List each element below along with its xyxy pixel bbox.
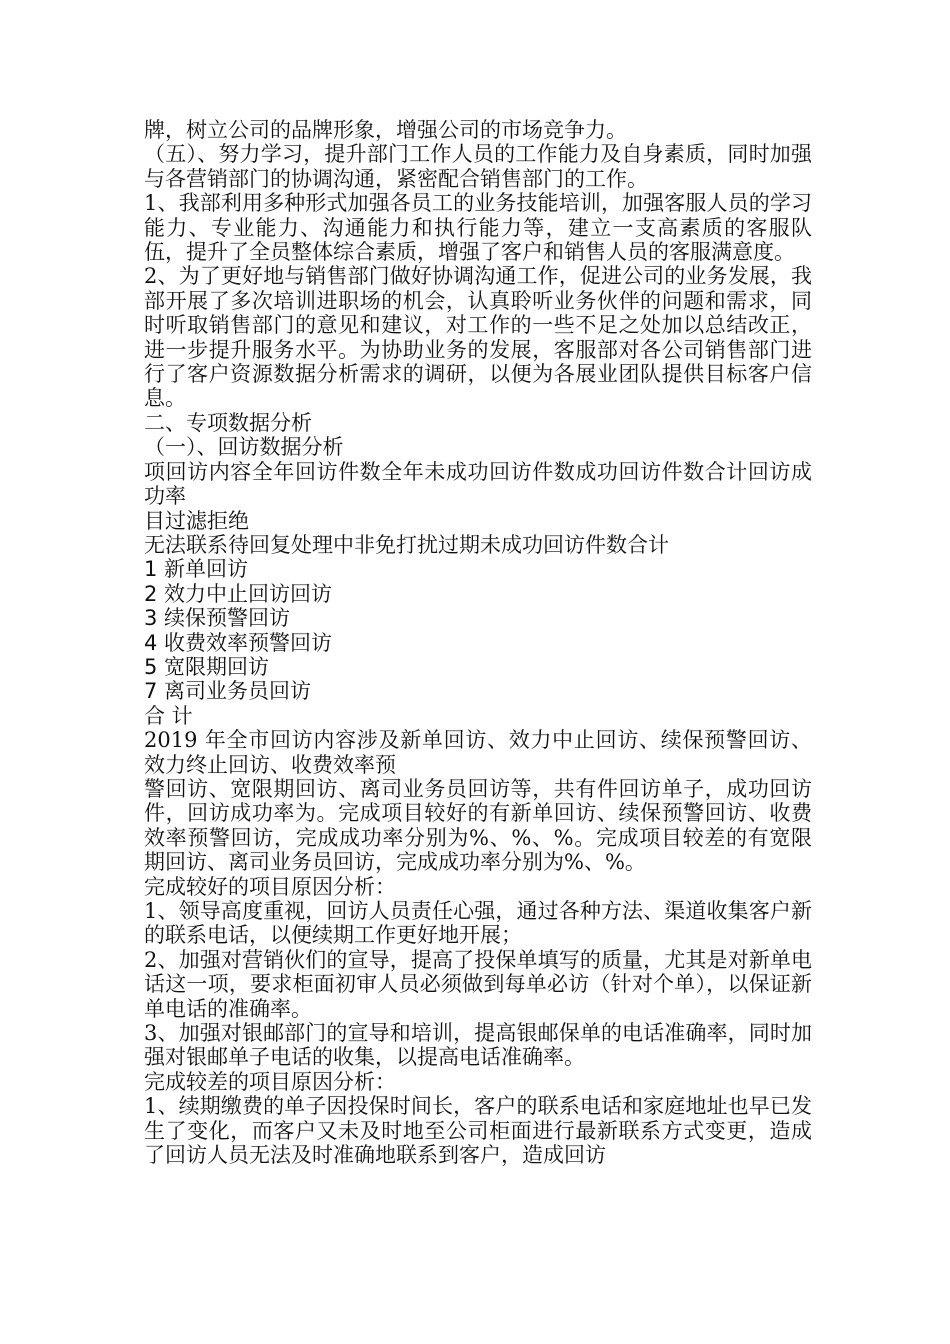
- table-row-fee-efficiency: 4 收费效率预警回访: [144, 630, 333, 655]
- table-row-renewal-warning: 3 续保预警回访: [144, 606, 291, 631]
- heading-poor-reasons: 完成较差的项目原因分析：: [144, 1069, 396, 1094]
- heading-special-data-analysis: 二、专项数据分析: [144, 410, 312, 435]
- paragraph-poor-reason-1: 1、续期缴费的单子因投保时间长，客户的联系电话和家庭地址也早已发生了变化，而客户又未及时地至公司柜面进行最新联系方式变更，造成了回访人员无法及时准确地联系到客户，造成回访: [144, 1094, 812, 1168]
- paragraph-2019-summary: 2019 年全市回访内容涉及新单回访、效力中止回访、续保预警回访、效力终止回访、收费效率预: [144, 728, 812, 777]
- paragraph-training: 1、我部利用多种形式加强各员工的业务技能培训，加强客服人员的学习能力、专业能力、沟通能力和执行能力等，建立一支高素质的客服队伍，提升了全员整体综合素质，增强了客户和销售人员的客服满意度。: [144, 191, 812, 265]
- table-row-total: 合 计: [144, 703, 193, 728]
- table-row-departed-agent: 7 离司业务员回访: [144, 679, 312, 704]
- document-page: [144, 118, 812, 1167]
- table-row-suspension: 2 效力中止回访回访: [144, 581, 333, 606]
- paragraph-coordination: 2、为了更好地与销售部门做好协调沟通工作，促进公司的业务发展，我部开展了多次培训进职场的机会，认真聆听业务伙伴的问题和需求，同时听取销售部门的意见和建议，对工作的一些不足之处加以总结改正，进一步提升服务水平。为协助业务的发展，客服部对各公司销售部门进行了客户资源数据分析需求的调研，以便为各展业团队提供目标客户信息。: [144, 264, 812, 411]
- paragraph-good-reason-1: 1、领导高度重视，回访人员责任心强，通过各种方法、渠道收集客户新的联系电话，以便续期工作更好地开展；: [144, 899, 812, 948]
- table-header-row: 项回访内容全年回访件数全年未成功回访件数成功回访件数合计回访成功率: [144, 459, 812, 509]
- table-header-sub-1: 目过滤拒绝: [144, 508, 249, 533]
- paragraph-good-reason-3: 3、加强对银邮部门的宣导和培训，提高银邮保单的电话准确率，同时加强对银邮单子电话的收集，以提高电话准确率。: [144, 1021, 812, 1070]
- table-row-grace-period: 5 宽限期回访: [144, 654, 270, 679]
- paragraph-summary-continued: 警回访、宽限期回访、离司业务员回访等，共有件回访单子，成功回访件，回访成功率为。完成项目较好的有新单回访、续保预警回访、收费效率预警回访，完成成功率分别为%、%、%。完成项目较差的有宽限期回访、离司业务员回访，完成成功率分别为%、%。: [144, 776, 812, 875]
- paragraph-section-five: （五）、努力学习，提升部门工作人员的工作能力及自身素质，同时加强与各营销部门的协调沟通，紧密配合销售部门的工作。: [144, 142, 812, 191]
- heading-return-visit-analysis: （一）、回访数据分析: [144, 435, 344, 460]
- table-header-sub-2: 无法联系待回复处理中非免打扰过期未成功回访件数合计: [144, 532, 669, 557]
- table-row-new-policy: 1 新单回访: [144, 557, 249, 582]
- paragraph-good-reason-2: 2、加强对营销伙们的宣导，提高了投保单填写的质量，尤其是对新单电话这一项，要求柜面初审人员必须做到每单必访（针对个单），以保证新单电话的准确率。: [144, 947, 812, 1021]
- paragraph-brand-line: 牌，树立公司的品牌形象，增强公司的市场竞争力。: [144, 118, 627, 142]
- heading-good-reasons: 完成较好的项目原因分析：: [144, 874, 396, 899]
